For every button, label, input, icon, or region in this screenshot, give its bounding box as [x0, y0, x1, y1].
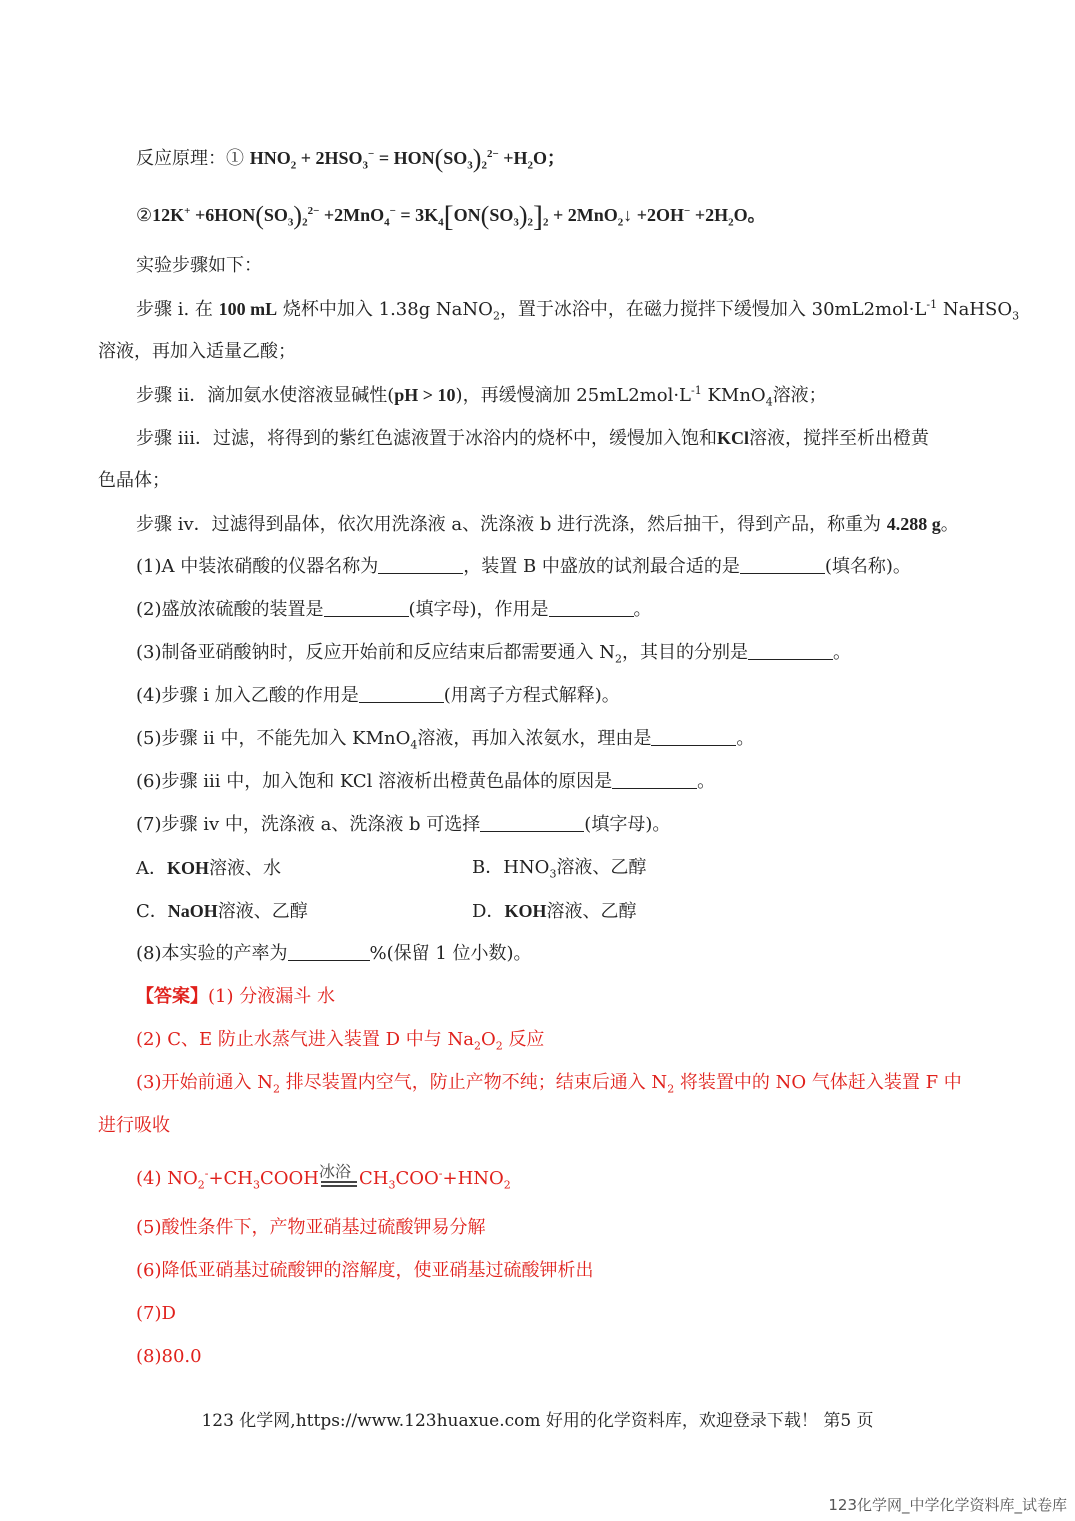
question-3: (3)制备亚硝酸钠时，反应开始前和反应结束后都需要通入 $N_2$，其目的分别是 。: [136, 642, 851, 666]
answer-6: (6)降低亚硝基过硫酸钾的溶解度，使亚硝基过硫酸钾析出: [136, 1260, 594, 1281]
answer-blank[interactable]: [740, 555, 825, 574]
answer-blank[interactable]: [378, 555, 463, 574]
answer-8: (8)80.0: [136, 1346, 202, 1367]
answer-blank[interactable]: [651, 727, 736, 746]
answer-blank[interactable]: [612, 770, 697, 789]
question-2: (2)盛放浓硫酸的装置是 (填字母)，作用是 。: [136, 599, 652, 620]
answer-5: (5)酸性条件下，产物亚硝基过硫酸钾易分解: [136, 1217, 486, 1238]
question-7: (7)步骤 iv 中，洗涤液 a、洗涤液 b 可选择 (填字母)。: [136, 814, 671, 835]
option-d: D．KOH溶液、乙醇: [472, 901, 637, 922]
answer-blank[interactable]: [748, 641, 833, 660]
reaction-eq2: ②12K+ $+6HON(SO_3)_2^{2-} +2MnO_4^- = 3K_4[ON(SO_3)_2]_2$ + 2MnO$_2$↓ $+2OH^- +2H_2O$。: [136, 200, 766, 233]
option-c: C．NaOH溶液、乙醇: [136, 901, 308, 922]
option-b: B．$HNO_3$溶液、乙醇: [472, 857, 647, 881]
page-footer: 123 化学网,https://www.123huaxue.com 好用的化学资料库，欢迎登录下载！ 第5 页: [201, 1411, 874, 1431]
answer-4: (4) $NO_2^-+CH_3COOH$ 冰浴 $CH_3COO^-+HNO_2$: [136, 1162, 511, 1192]
answer-blank[interactable]: [324, 598, 409, 617]
equation-2: $12K^+ +6HON(SO_3)_2^{2-} +2MnO_4^- = 3K_4[ON(SO_3)_2]_2$ + 2MnO$_2$↓ $+2OH^- +2H_2O$。: [152, 200, 766, 233]
answer-blank[interactable]: [359, 684, 444, 703]
equation-1: $HNO_2 + 2HSO_3^- = HON(SO_3)_2^{2-} +H_2O$；: [249, 144, 565, 173]
answer-3-line2: 进行吸收: [98, 1115, 170, 1136]
step-3-line1: 步骤 iii．过滤，将得到的紫红色滤液置于冰浴内的烧杯中，缓慢加入饱和KCl溶液，搅拌至析出橙黄: [136, 428, 930, 449]
answer-blank[interactable]: [549, 598, 634, 617]
answer-2: (2) C、E 防止水蒸气进入装置 D 中与 $Na_2O_2$ 反应: [136, 1029, 545, 1053]
steps-intro: 实验步骤如下：: [136, 255, 262, 276]
option-a: A．KOH溶液、水: [136, 858, 282, 879]
step-2: 步骤 ii．滴加氨水使溶液显碱性(pH > 10)，再缓慢滴加 $25mL2mol\cdot L^{-1}$ KMnO$_4$溶液；: [136, 384, 827, 409]
question-5: (5)步骤 ii 中，不能先加入 KMnO$_4$溶液，再加入浓氨水，理由是 。: [136, 728, 755, 752]
question-4: (4)步骤 i 加入乙酸的作用是 (用离子方程式解释)。: [136, 685, 620, 706]
question-1: (1)A 中装浓硝酸的仪器名称为 ，装置 B 中盛放的试剂最合适的是 (填名称)。: [136, 556, 911, 577]
reaction-condition: 冰浴: [319, 1166, 359, 1188]
answer-3-line1: (3)开始前通入 $N_2$ 排尽装置内空气，防止产物不纯；结束后通入 $N_2$ 将装置中的 NO 气体赶入装置 F 中: [136, 1072, 962, 1096]
step-3-line2: 色晶体；: [98, 470, 170, 491]
answer-7: (7)D: [136, 1303, 176, 1324]
answer-blank[interactable]: [480, 813, 584, 832]
question-6: (6)步骤 iii 中，加入饱和 KCl 溶液析出橙黄色晶体的原因是 。: [136, 771, 716, 792]
step-1-line2: 溶液，再加入适量乙酸；: [98, 341, 296, 362]
question-8: (8)本实验的产率为 %(保留 1 位小数)。: [136, 943, 532, 964]
answer-1: 【答案】(1) 分液漏斗 水: [136, 986, 335, 1007]
step-4: 步骤 iv．过滤得到晶体，依次用洗涤液 a、洗涤液 b 进行洗涤，然后抽干，得到产品，称重为 4.288 g。: [136, 514, 959, 535]
step-1-line1: 步骤 i. 在 100 mL 烧杯中加入 1.38g NaNO$_2$，置于冰浴中，在磁力搅拌下缓慢加入 $30mL2mol\cdot L^{-1}$ NaHSO$_3$: [136, 298, 1020, 323]
watermark: 123化学网_中学化学资料库_试卷库: [828, 1496, 1067, 1514]
reaction-eq1: 反应原理：① $HNO_2 + 2HSO_3^- = HON(SO_3)_2^{2-} +H_2O$；: [136, 144, 565, 173]
answer-blank[interactable]: [288, 942, 370, 961]
